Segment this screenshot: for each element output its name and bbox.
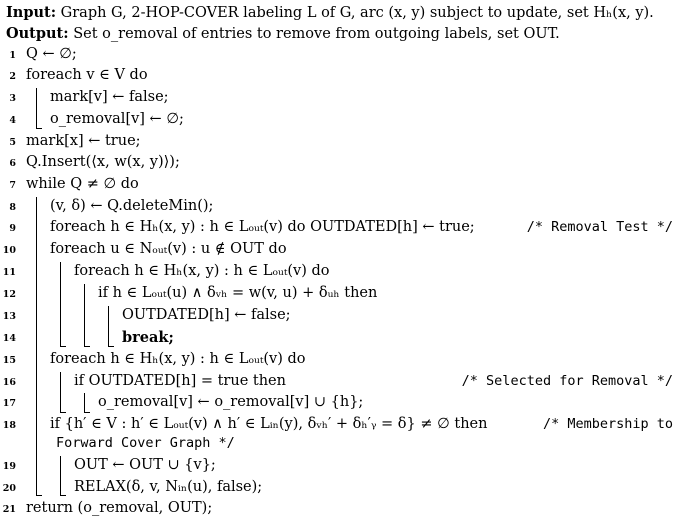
block-bar-if xyxy=(108,306,109,346)
line-number: 5 xyxy=(9,137,16,148)
block-end-tick xyxy=(60,346,66,347)
line-text: return (o_removal, OUT); xyxy=(26,500,213,516)
output-label: Output: xyxy=(6,25,69,42)
line-comment: /* Selected for Removal */ xyxy=(461,373,673,389)
block-bar-foreach-u xyxy=(60,262,61,346)
line-number: 8 xyxy=(9,202,16,213)
code-line xyxy=(0,218,681,240)
code-line xyxy=(0,350,681,372)
code-line xyxy=(0,284,681,306)
line-number: 19 xyxy=(2,461,16,472)
line-number: 10 xyxy=(2,245,16,256)
code-line xyxy=(0,306,681,328)
line-number: 2 xyxy=(9,71,16,82)
code-line xyxy=(0,393,681,415)
block-bar-foreach-h xyxy=(84,284,85,346)
line-number: 9 xyxy=(9,223,16,234)
line-number: 20 xyxy=(2,483,16,494)
line-text: if {h′ ∈ V : h′ ∈ Lₒᵤₜ(v) ∧ h′ ∈ Lᵢₙ(y), δᵥₕ′ + δₕ′ᵧ = δ} ≠ ∅ then xyxy=(50,416,488,432)
line-text: if h ∈ Lₒᵤₜ(u) ∧ δᵥₕ = w(v, u) + δᵤₕ then xyxy=(98,285,378,301)
code-line xyxy=(0,434,681,456)
line-number: 13 xyxy=(2,311,16,322)
line-number: 1 xyxy=(9,50,16,61)
line-text: (v, δ) ← Q.deleteMin(); xyxy=(50,198,214,214)
line-number: 12 xyxy=(2,289,16,300)
line-text: o_removal[v] ← o_removal[v] ∪ {h}; xyxy=(98,394,364,410)
code-line xyxy=(0,499,681,521)
code-line xyxy=(0,110,681,132)
line-text: mark[x] ← true; xyxy=(26,133,141,149)
line-number: 14 xyxy=(2,333,16,344)
block-end-tick xyxy=(60,412,66,413)
block-bar-foreach xyxy=(36,88,37,128)
block-end-tick xyxy=(60,495,66,496)
code-line xyxy=(0,132,681,154)
line-number: 15 xyxy=(2,355,16,366)
line-text: OUTDATED[h] ← false; xyxy=(122,307,291,323)
code-line xyxy=(0,372,681,394)
line-text: if OUTDATED[h] = true then xyxy=(74,373,286,389)
code-line xyxy=(0,456,681,478)
code-line xyxy=(0,262,681,284)
block-end-tick xyxy=(36,128,42,129)
code-line xyxy=(0,175,681,197)
line-number: 18 xyxy=(2,420,16,431)
output-line xyxy=(6,25,560,42)
block-end-tick xyxy=(36,495,42,496)
line-text: foreach h ∈ Hₕ(x, y) : h ∈ Lₒᵤₜ(v) do OUTDATED[h] ← true; xyxy=(50,219,475,235)
line-number: 16 xyxy=(2,377,16,388)
code-line xyxy=(0,45,681,67)
line-number: 11 xyxy=(2,267,16,278)
line-number: 3 xyxy=(9,93,16,104)
code-line xyxy=(0,328,681,350)
line-text: foreach u ∈ Nₒᵤₜ(v) : u ∉ OUT do xyxy=(50,241,287,257)
line-text: mark[v] ← false; xyxy=(50,89,169,105)
line-text: Q.Insert(⟨x, w(x, y)⟩); xyxy=(26,154,180,170)
input-text: Graph G, 2-HOP-COVER labeling L of G, arc (x, y) subject to update, set Hₕ(x, y). xyxy=(60,5,654,21)
line-text: Q ← ∅; xyxy=(26,46,77,62)
block-end-tick xyxy=(84,346,90,347)
block-bar-while xyxy=(36,197,37,495)
line-text: foreach v ∈ V do xyxy=(26,67,148,83)
line-text: foreach h ∈ Hₕ(x, y) : h ∈ Lₒᵤₜ(v) do xyxy=(74,263,330,279)
input-label: Input: xyxy=(6,4,57,21)
line-text: while Q ≠ ∅ do xyxy=(26,176,139,192)
input-line xyxy=(6,4,654,21)
block-bar-if2 xyxy=(84,393,85,412)
line-number: 21 xyxy=(2,504,16,515)
code-line xyxy=(0,478,681,500)
code-line xyxy=(0,88,681,110)
code-line xyxy=(0,240,681,262)
output-text: Set o_removal of entries to remove from outgoing labels, set OUT. xyxy=(73,26,560,42)
line-number: 4 xyxy=(9,115,16,126)
line-number: 17 xyxy=(2,398,16,409)
line-text: break; xyxy=(122,329,174,346)
line-comment: Forward Cover Graph */ xyxy=(56,435,235,451)
line-text: OUT ← OUT ∪ {v}; xyxy=(74,457,216,473)
line-comment: /* Removal Test */ xyxy=(526,219,673,235)
code-line xyxy=(0,66,681,88)
line-text: RELAX(δ, v, Nᵢₙ(u), false); xyxy=(74,479,263,495)
line-number: 7 xyxy=(9,180,16,191)
block-bar-foreach-h2 xyxy=(60,372,61,412)
block-end-tick xyxy=(108,346,114,347)
block-end-tick xyxy=(84,412,90,413)
line-comment: /* Membership to xyxy=(542,416,673,432)
line-text: o_removal[v] ← ∅; xyxy=(50,111,184,127)
code-line xyxy=(0,197,681,219)
line-text: foreach h ∈ Hₕ(x, y) : h ∈ Lₒᵤₜ(v) do xyxy=(50,351,306,367)
block-bar-if3 xyxy=(60,456,61,495)
line-number: 6 xyxy=(9,158,16,169)
code-line xyxy=(0,153,681,175)
